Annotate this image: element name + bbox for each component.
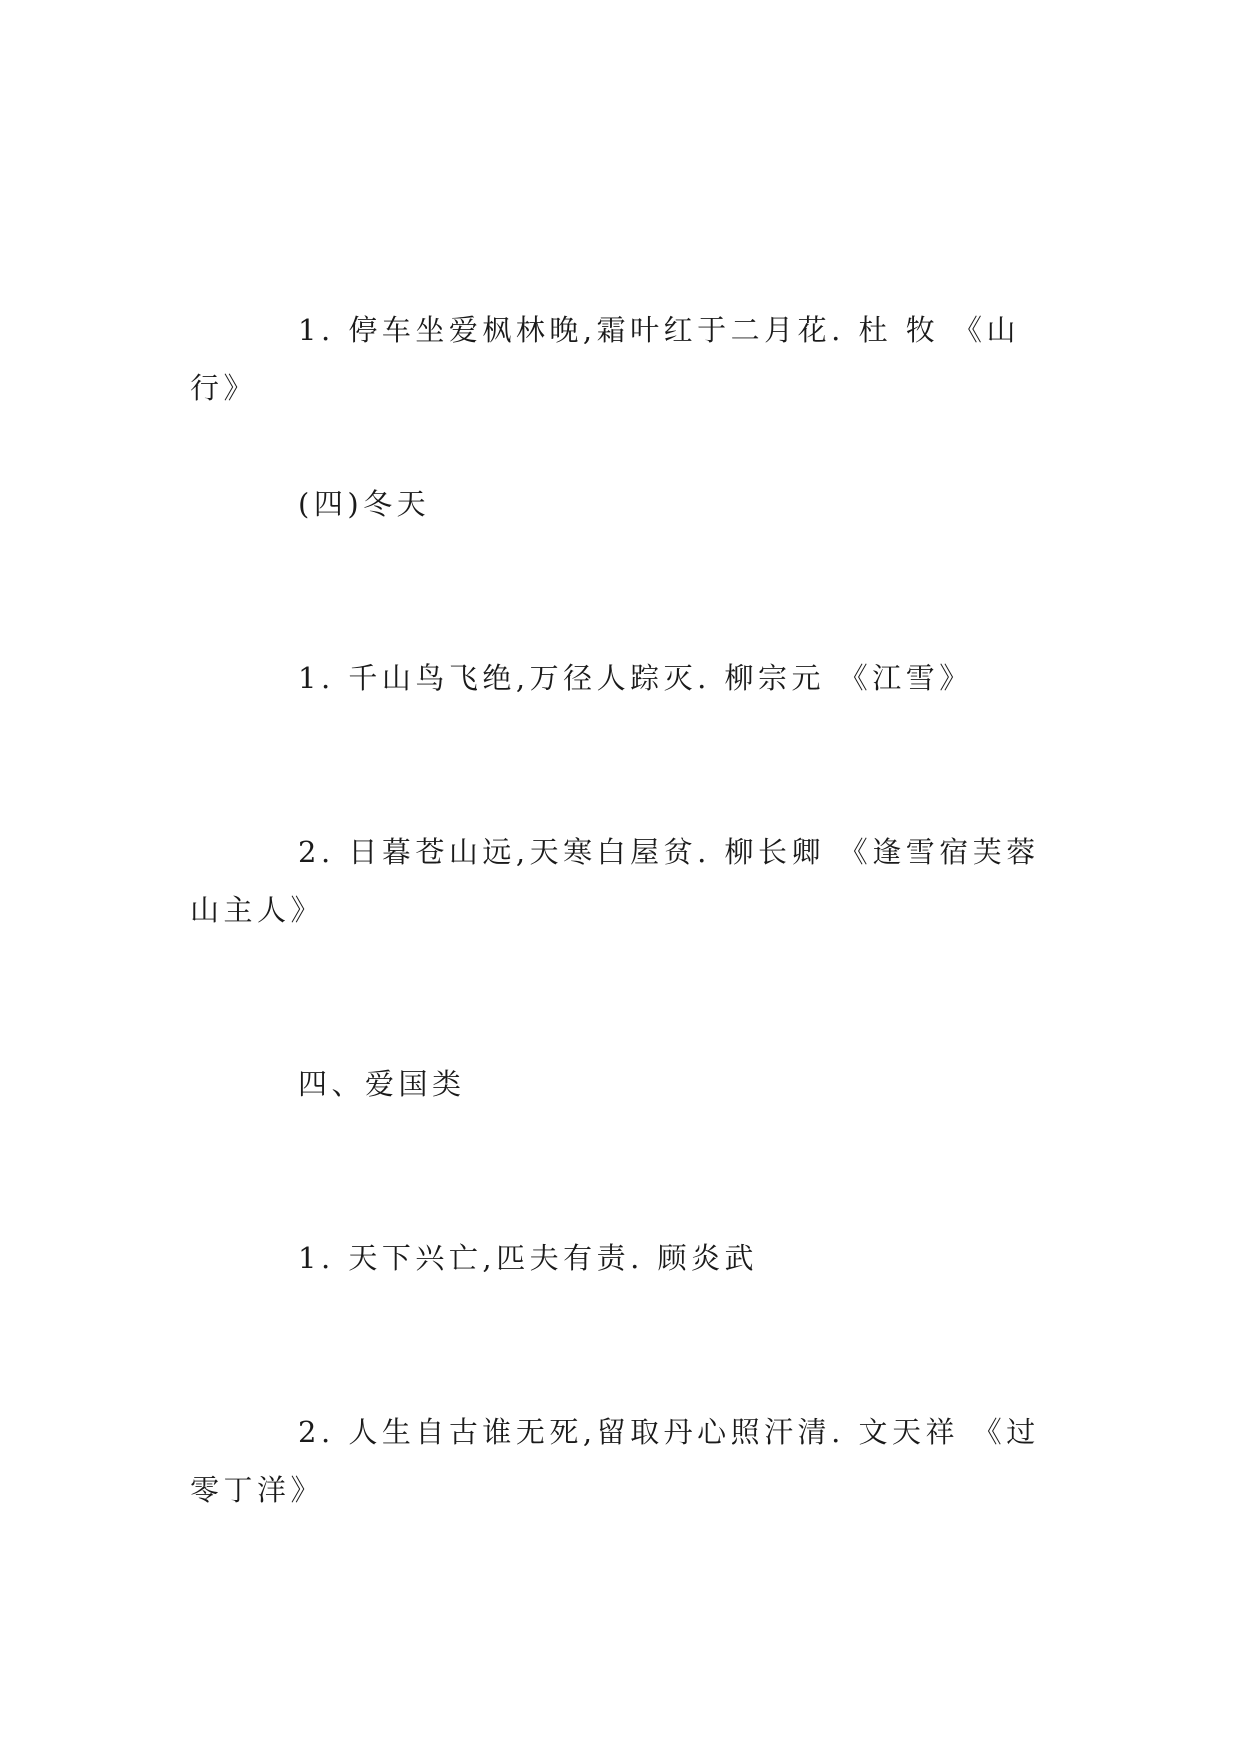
poem-line-lingdingyang: 2. 人生自古谁无死,留取丹心照汗清. 文天祥 《过零丁洋》 <box>190 1415 1040 1507</box>
poem-line-shanxing: 1. 停车坐爱枫林晚,霜叶红于二月花. 杜 牧 《山行》 <box>190 313 1020 405</box>
section-heading-patriotic: 四、爱国类 <box>298 1067 466 1101</box>
poem-line-jiangxue: 1. 千山鸟飞绝,万径人踪灭. 柳宗元 《江雪》 <box>298 661 973 695</box>
poem-line-fengxue: 2. 日暮苍山远,天寒白屋贫. 柳长卿 《逢雪宿芙蓉山主人》 <box>190 835 1040 927</box>
quote-line-gu-yanwu: 1. 天下兴亡,匹夫有责. 顾炎武 <box>298 1241 759 1275</box>
section-heading-winter: (四)冬天 <box>298 487 431 521</box>
